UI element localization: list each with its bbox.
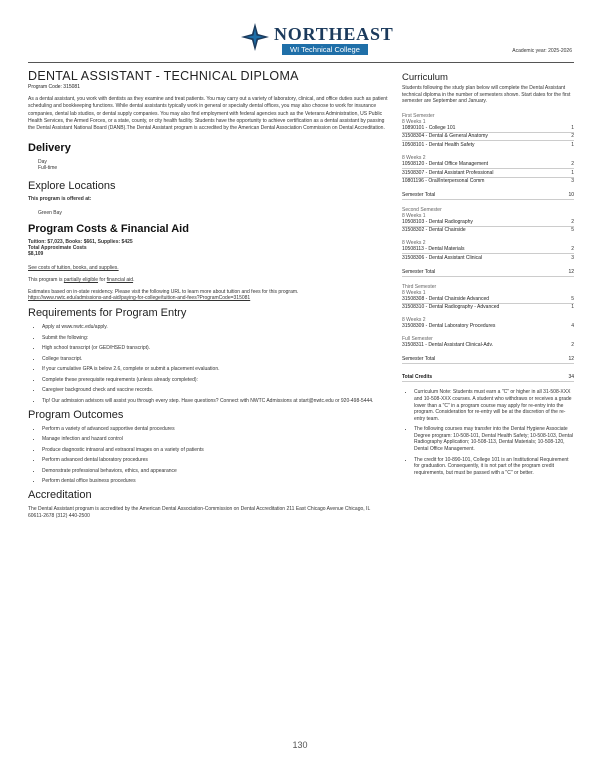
accreditation-text: The Dental Assistant program is accredited by the American Dental Association-Commission on Dental Accreditation 211 East Chicago Avenue Chicago, IL 60611-2678 (312) 440-2500 — [28, 506, 371, 520]
semester-name: First Semester — [402, 112, 435, 119]
program-code: Program Code: 315081 — [28, 84, 80, 90]
list-item: • Curriculum Note: Students must earn a "C" or higher in all 31-508-XXX and 10-508-XXX courses. A student who withdraws or receives a grade lower than a "C" in a program course may apply for re-entry into the program. Consideration for re-entry will be at the discretion of the re-entry team. — [414, 389, 574, 422]
course-credits: 3 — [571, 178, 574, 185]
row-divider — [402, 253, 574, 254]
semester-total-value: 12 — [568, 268, 574, 275]
term-label: 8 Weeks 1 — [402, 212, 426, 219]
term-label: 8 Weeks 1 — [402, 289, 426, 296]
list-item: • Perform advanced dental laboratory procedures — [42, 457, 388, 463]
left-column — [28, 68, 388, 520]
page-number: 130 — [292, 740, 308, 750]
row-divider — [402, 226, 574, 227]
curriculum-intro: Students following the study plan below will complete the Dental Assistant technical diploma in the number of semesters shown. Start dates for the first semester are September and January. — [402, 85, 571, 105]
term-label: Full Semester — [402, 336, 433, 343]
financial-aid-link[interactable]: financial aid — [106, 277, 134, 284]
course-name: 31508308 - Dental Chairside Advanced — [402, 295, 490, 302]
semester-total — [402, 192, 574, 198]
course-row — [402, 304, 574, 310]
course-credits: 1 — [571, 169, 574, 176]
course-row — [402, 178, 574, 184]
locations-intro: This program is offered at: — [28, 196, 92, 203]
delivery-list — [28, 159, 388, 171]
row-divider — [402, 199, 574, 200]
course-credits: 1 — [571, 141, 574, 148]
semester-name: Second Semester — [402, 206, 442, 213]
course-name: 10801196 - Oral/Interpersonal Comm — [402, 178, 485, 185]
row-divider — [402, 140, 574, 141]
course-row — [402, 133, 574, 139]
course-name: 31508310 - Dental Radiography - Advanced — [402, 304, 500, 311]
course-credits: 4 — [571, 323, 574, 330]
requirements-heading: Requirements for Program Entry — [28, 307, 187, 320]
list-item: • Perform dental office business procedures — [42, 478, 388, 484]
semester-total-label: Semester Total — [402, 268, 436, 275]
list-item: • Complete these prerequisite requirements (unless already completed): — [42, 377, 388, 383]
list-item: • If your cumulative GPA is below 2.6, complete or submit a placement evaluation. — [42, 366, 388, 372]
semester-total — [402, 269, 574, 275]
list-item: • Submit the following: — [42, 335, 388, 341]
outcomes-heading: Program Outcomes — [28, 408, 124, 421]
course-row — [402, 161, 574, 167]
row-divider — [402, 303, 574, 304]
list-item: • High school transcript (or GED/HSED transcript). — [42, 345, 388, 351]
row-divider — [402, 168, 574, 169]
course-credits: 2 — [571, 218, 574, 225]
logo-name: NORTHEAST — [274, 24, 394, 44]
partially-eligible-link[interactable]: partially eligible — [63, 277, 99, 284]
course-row — [402, 342, 574, 348]
course-credits: 3 — [571, 254, 574, 261]
semester-total — [402, 356, 574, 362]
estimate-note: Estimates based on in-state residency. Please visit the following URL to learn more about tuition and fees for this program. — [28, 289, 299, 296]
delivery-item: Full-time — [38, 165, 58, 172]
course-credits: 1 — [571, 124, 574, 131]
course-row — [402, 255, 574, 261]
course-credits: 2 — [571, 133, 574, 140]
header-divider — [28, 62, 574, 63]
list-item: • Caregiver background check and vaccine records. — [42, 387, 388, 393]
row-divider — [402, 132, 574, 133]
curriculum-notes — [402, 389, 574, 476]
eligibility-text: This program is — [28, 277, 64, 284]
list-item: • The credit for 10-890-101, College 101 is an Institutional Requirement for graduation. Consequently, it is not part of the program credit requirements, but must be passed with a "C" or better. — [414, 457, 574, 477]
row-divider — [402, 363, 574, 364]
course-name: 31508304 - Dental & General Anatomy — [402, 133, 488, 140]
curriculum-heading: Curriculum — [402, 72, 448, 83]
delivery-heading: Delivery — [28, 142, 71, 155]
semester-total-label: Semester Total — [402, 356, 436, 363]
course-name: 31508311 - Dental Assistant Clinical-Adv. — [402, 342, 493, 349]
eligibility-text: for — [98, 277, 107, 284]
course-credits: 2 — [571, 342, 574, 349]
course-name: 10890101 - College 101 — [402, 124, 456, 131]
list-item: • Apply at www.nwtc.edu/apply. — [42, 324, 388, 330]
delivery-item: Day — [38, 159, 47, 166]
course-name: 31508307 - Dental Assistant Professional — [402, 169, 494, 176]
list-item: • The following courses may transfer into the Dental Hygiene Associate Degree program: 10-508-101, Dental Health Safety; 10-508-103, Dental Radiography Application; 10-508-113, Dental Materials; 10-508-120, Dental Office Management. — [414, 426, 574, 452]
outcomes-list — [28, 426, 388, 485]
row-divider — [402, 276, 574, 277]
logo-subtitle: WI Technical College — [282, 44, 368, 55]
row-divider — [402, 177, 574, 178]
term-label: 8 Weeks 2 — [402, 240, 426, 247]
row-divider — [402, 381, 574, 382]
financial-aid-eligibility — [28, 277, 388, 283]
tuition-breakdown: Tuition: $7,023, Books: $661, Supplies: $425 — [28, 239, 133, 246]
location-item: Green Bay — [38, 210, 62, 217]
list-item: • Tip! Our admission advisors will assist you through every step. Have questions? Connect with NWTC Admissions at start@nwtc.edu or 920-498-5444. — [42, 398, 388, 404]
program-description: As a dental assistant, you work with dentists as they examine and treat patients. You may carry out a variety of laboratory, clinical, and office duties such as patient scheduling and bookkeeping functions. While dental assistants typically work in general or specialty dental offices, you may also choose to work for insurance companies, dental lab studios, or dental supply companies. You may also find employment with federal agencies such as the Veterans Administration, US Public Health Services, the Armed Forces, or a state, county, or city health facility. Students have the opportunity to achieve certification as a dental assistant by passing the Dental Assistant National Board (DANB).The Dental Assistant program is accredited by the American Dental Association Commission on Dental Accreditation. — [28, 96, 388, 132]
course-name: 10508120 - Dental Office Management — [402, 160, 489, 167]
term-label: 8 Weeks 2 — [402, 154, 426, 161]
total-credits-label: Total Credits — [402, 373, 433, 380]
costs-heading: Program Costs & Financial Aid — [28, 223, 189, 236]
academic-year: Academic year: 2025-2026 — [512, 48, 572, 54]
total-costs-value: $8,109 — [28, 251, 44, 258]
semester-block — [402, 113, 574, 200]
list-item: • Perform a variety of advanced supportive dental procedures — [42, 426, 388, 432]
course-credits: 2 — [571, 160, 574, 167]
curriculum-panel — [402, 72, 574, 480]
course-credits: 2 — [571, 246, 574, 253]
accreditation-heading: Accreditation — [28, 489, 92, 502]
page-title: DENTAL ASSISTANT - TECHNICAL DIPLOMA — [28, 69, 299, 83]
course-row — [402, 170, 574, 176]
list-item: • College transcript. — [42, 356, 388, 362]
course-row — [402, 323, 574, 329]
semester-total-value: 12 — [568, 356, 574, 363]
course-name: 10508103 - Dental Radiography — [402, 218, 473, 225]
list-item: • Produce diagnostic intraoral and extraoral images on a variety of patients — [42, 447, 388, 453]
total-costs-label: Total Approximate Costs — [28, 245, 87, 252]
course-name: 10508113 - Dental Materials — [402, 246, 465, 253]
course-name: 31508309 - Dental Laboratory Procedures — [402, 323, 496, 330]
total-credits — [402, 374, 574, 380]
college-logo — [240, 22, 400, 58]
course-row — [402, 125, 574, 131]
course-credits: 5 — [571, 295, 574, 302]
semester-total-value: 10 — [568, 192, 574, 199]
course-credits: 1 — [571, 304, 574, 311]
requirements-list — [28, 324, 388, 404]
list-item: • Demonstrate professional behaviors, ethics, and appearance — [42, 468, 388, 474]
semester-block — [402, 284, 574, 364]
see-costs-link[interactable]: See costs of tuition, books, and supplies. — [28, 265, 119, 272]
course-row — [402, 219, 574, 225]
semester-total-label: Semester Total — [402, 192, 436, 199]
course-row — [402, 227, 574, 233]
term-label: 8 Weeks 2 — [402, 317, 426, 324]
semester-block — [402, 207, 574, 277]
locations-heading: Explore Locations — [28, 180, 116, 193]
list-item: • Manage infection and hazard control — [42, 436, 388, 442]
course-row — [402, 246, 574, 252]
compass-star-icon — [240, 22, 270, 52]
semester-name: Third Semester — [402, 283, 437, 290]
term-label: 8 Weeks 1 — [402, 118, 426, 125]
course-name: 10508101 - Dental Health Safety — [402, 141, 475, 148]
course-credits: 5 — [571, 227, 574, 234]
eligibility-text: . — [133, 277, 135, 284]
course-name: 31508302 - Dental Chairside — [402, 227, 466, 234]
tuition-url-link[interactable]: https://www.nwtc.edu/admissions-and-aid/paying-for-college/tuition-and-fees?ProgramCode=315081 — [28, 295, 251, 302]
total-credits-value: 34 — [568, 373, 574, 380]
course-row — [402, 296, 574, 302]
course-row — [402, 142, 574, 148]
course-name: 31508306 - Dental Assistant Clinical — [402, 254, 483, 261]
